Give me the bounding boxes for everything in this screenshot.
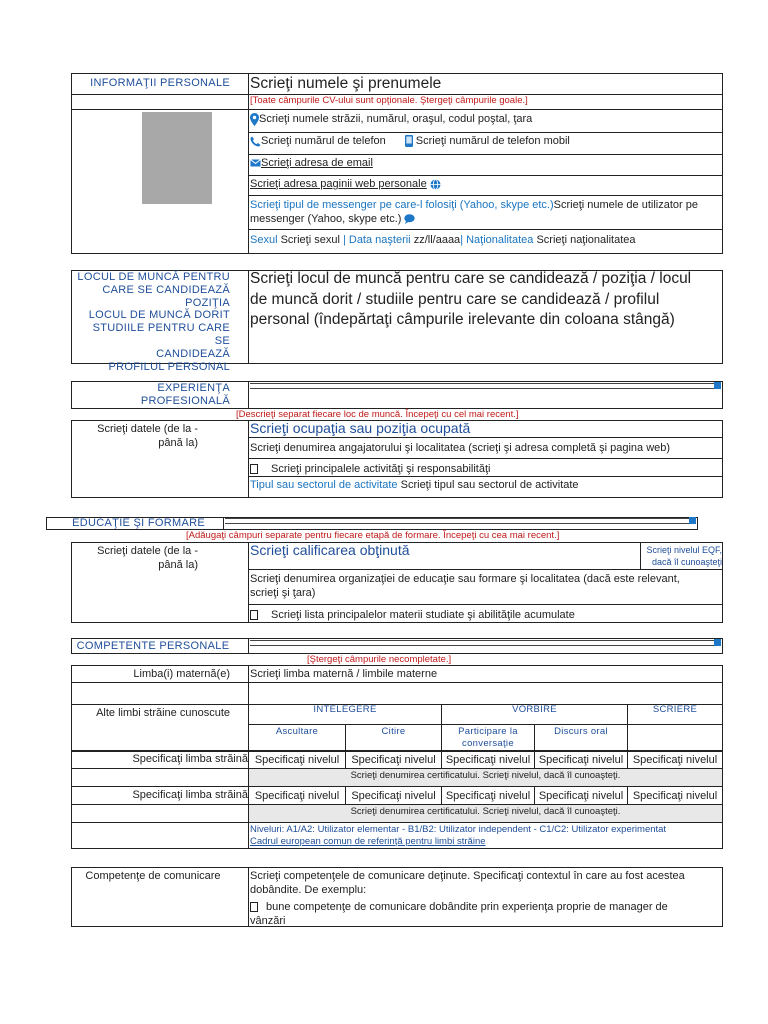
education-eqf [642,545,722,568]
section-divider-marker [714,382,721,389]
nationality-value: Scrieţi naţionalitatea [536,234,636,246]
level-interaction: Specificaţi nivelul [445,754,531,766]
certificate-text: Scrieţi denumirea certificatului. Scrieţi nivelul, dacă îl cunoaşteţi. [350,806,621,817]
subheader-listening: Ascultare [275,726,319,737]
sex-label: Sexul [250,234,278,246]
education-subjects: Scrieţi lista principalelor materii studiate şi abilităţile acumulate [271,609,575,621]
education-qualification: Scrieţi calificarea obţinută [250,542,410,558]
experience-dates [76,422,198,450]
experience-label-line: PROFESIONALĂ [140,395,230,407]
header-writing: SCRIERE [652,704,698,715]
chat-bubble-icon [404,214,415,224]
bullet-checkbox-icon [250,902,258,912]
job-label-line: POZIŢIA [185,296,230,309]
messenger-username-cont: messenger (Yahoo, skype etc.) [250,213,402,225]
mobile-phone-icon [405,135,413,147]
language-name: Specificaţi limba străină [132,753,248,765]
level-listening: Specificaţi nivelul [254,790,340,802]
separator: | [342,234,346,246]
subheader-interaction-line: Participare la [458,726,518,737]
level-interaction: Specificaţi nivelul [445,790,531,802]
other-languages-label: Alte limbi străine cunoscute [96,707,230,719]
email-row [250,156,373,170]
email-address[interactable]: Scrieţi adresa de email [261,157,373,169]
job-text-line: Scrieţi locul de muncă pentru care se candidează / poziţia / locul [250,270,692,287]
level-reading: Specificaţi nivelul [351,754,436,766]
header-understanding: INTELEGERE [313,704,377,715]
messenger-username: Scrieţi numele de utilizator pe [553,199,698,211]
sex-birth-nationality-row [250,233,636,247]
experience-label-line: EXPERIENŢA [157,382,230,394]
level-reading: Specificaţi nivelul [351,790,436,802]
job-label-line: STUDIILE PENTRU CARE SE [92,322,230,347]
level-writing: Specificaţi nivelul [632,790,718,802]
education-eqf-line: dacă îl cunoaşteţi [651,556,722,567]
section-divider [250,383,714,389]
communication-text-line: dobândite. De exemplu: [250,884,367,896]
full-name: Scrieţi numele şi prenumele [250,75,442,92]
phone-row [250,134,570,148]
section-label-personal: INFORMAŢII PERSONALE [90,77,230,89]
phone-icon [250,136,261,147]
education-note: [Adăugaţi câmpuri separate pentru fiecare etapă de formare. Începeţi cu cea mai recent.] [186,530,560,541]
levels-note: Niveluri: A1/A2: Utilizator elementar - B1/B2: Utilizator independent - C1/C2: Utilizator experimentat [250,824,667,835]
nationality-label: Naţionalitatea [466,234,534,246]
job-label-line: CARE SE CANDIDEAZĂ [102,283,230,296]
bullet-checkbox-icon [250,464,258,474]
job-label-line: LOCUL DE MUNCĂ PENTRU [77,271,230,283]
experience-position: Scrieţi ocupaţia sau poziţia ocupată [250,420,471,436]
job-label-line: LOCUL DE MUNCĂ DORIT [88,309,230,322]
address-text: Scrieţi numele străzii, numărul, oraşul, codul poştal, ţara [259,113,533,125]
education-org-line: Scrieţi denumirea organizaţiei de educaţie sau formare şi localitatea (dacă este relevant, [250,573,680,585]
experience-dates-line: Scrieţi datele (de la - [97,423,198,435]
communication-bullet [250,900,722,914]
separator: | [460,234,464,246]
web-globe-icon [430,179,441,190]
level-writing: Specificaţi nivelul [632,754,718,766]
communication-label: Competenţe de comunicare [85,870,221,882]
level-production: Specificaţi nivelul [538,754,624,766]
experience-dates-line: până la) [158,437,198,449]
address-row [250,112,532,126]
job-label-line: PROFILUL PERSONAL [108,360,230,373]
communication-bullet-text: vânzări [250,915,286,927]
sector-label: Tipul sau sectorul de activitate [250,479,398,491]
messenger-row [250,198,720,226]
education-org-line: scrieţi şi ţara) [250,587,316,599]
experience-activities: Scrieţi principalele activităţi şi responsabilităţi [271,463,491,475]
education-organization [250,572,722,600]
experience-activities-row [250,462,490,476]
job-label [76,271,230,373]
skills-label: COMPETENTE PERSONALE [76,640,230,652]
web-address[interactable]: Scrieţi adresa paginii web personale [250,178,427,190]
experience-employer: Scrieţi denumirea angajatorului şi localitatea (scrieţi şi adresa completă şi pagina web) [250,442,671,454]
communication-text [250,869,722,928]
level-listening: Specificaţi nivelul [254,754,340,766]
job-text [250,269,722,331]
subheader-production: Discurs oral [554,726,608,737]
photo-placeholder [142,112,212,204]
education-dates [76,544,198,572]
levels-legend [250,824,666,848]
education-label: EDUCAŢIE ŞI FORMARE [72,517,205,529]
mother-tongue-label: Limba(i) maternă(e) [133,668,230,680]
mother-tongue-value: Scrieţi limba maternă / limbile materne [250,668,438,680]
subheader-reading: Citire [381,726,406,737]
section-divider [250,640,714,646]
optional-fields-note: [Toate câmpurile CV-ului sunt opţionale. Ştergeţi câmpurile goale.] [250,95,528,106]
birth-date-label: Data naşterii [348,234,411,246]
section-divider-marker [714,639,721,646]
experience-sector-row [250,478,579,492]
language-name: Specificaţi limba străină [132,789,248,801]
subheader-interaction [442,726,534,750]
experience-note: [Descrieţi separat fiecare loc de muncă. Începeţi cu cel mai recent.] [236,409,519,420]
skills-note: [Ştergeţi câmpurile necompletate.] [307,654,452,665]
birth-date-value: zz/ll/aaaa [413,234,461,246]
education-dates-line: Scrieţi datele (de la - [97,545,198,557]
education-subjects-row [250,608,575,622]
mobile-number: Scrieţi numărul de telefon mobil [415,135,570,147]
framework-link[interactable]: Cadrul european comun de referinţă pentru limbi străine [250,836,486,847]
communication-text-line: Scrieţi competenţele de comunicare deţinute. Specificaţi contextul în care au fost acestea [250,870,685,882]
phone-number: Scrieţi numărul de telefon [261,135,386,147]
job-label-line: CANDIDEAZĂ [156,347,230,360]
education-eqf-line: Scrieţi nivelul EQF, [646,545,722,555]
bullet-checkbox-icon [250,610,258,620]
web-row [250,177,441,191]
header-speaking: VORBIRE [512,704,557,715]
job-text-line: personal (îndepărtaţi câmpurile irelevante din coloana stângă) [250,311,675,328]
subheader-interaction-line: conversaţie [462,738,514,749]
section-divider-marker [689,517,696,524]
communication-bullet-text: bune competenţe de comunicare dobândite prin experienţa proprie de manager de [266,901,668,913]
sector-value: Scrieţi tipul sau sectorul de activitate [400,479,579,491]
level-production: Specificaţi nivelul [538,790,624,802]
location-pin-icon [250,113,259,126]
sex-value: Scrieţi sexul [280,234,340,246]
messenger-type-label: Scrieţi tipul de messenger pe care-l folosiţi (Yahoo, skype etc.) [250,199,554,211]
certificate-text: Scrieţi denumirea certificatului. Scrieţi nivelul, dacă îl cunoaşteţi. [350,770,621,781]
job-text-line: de muncă dorit / studiile pentru care se candidează / profilul [250,290,660,308]
section-divider [225,518,689,524]
education-dates-line: până la) [158,559,198,571]
experience-label [76,382,230,408]
email-icon [250,159,261,167]
